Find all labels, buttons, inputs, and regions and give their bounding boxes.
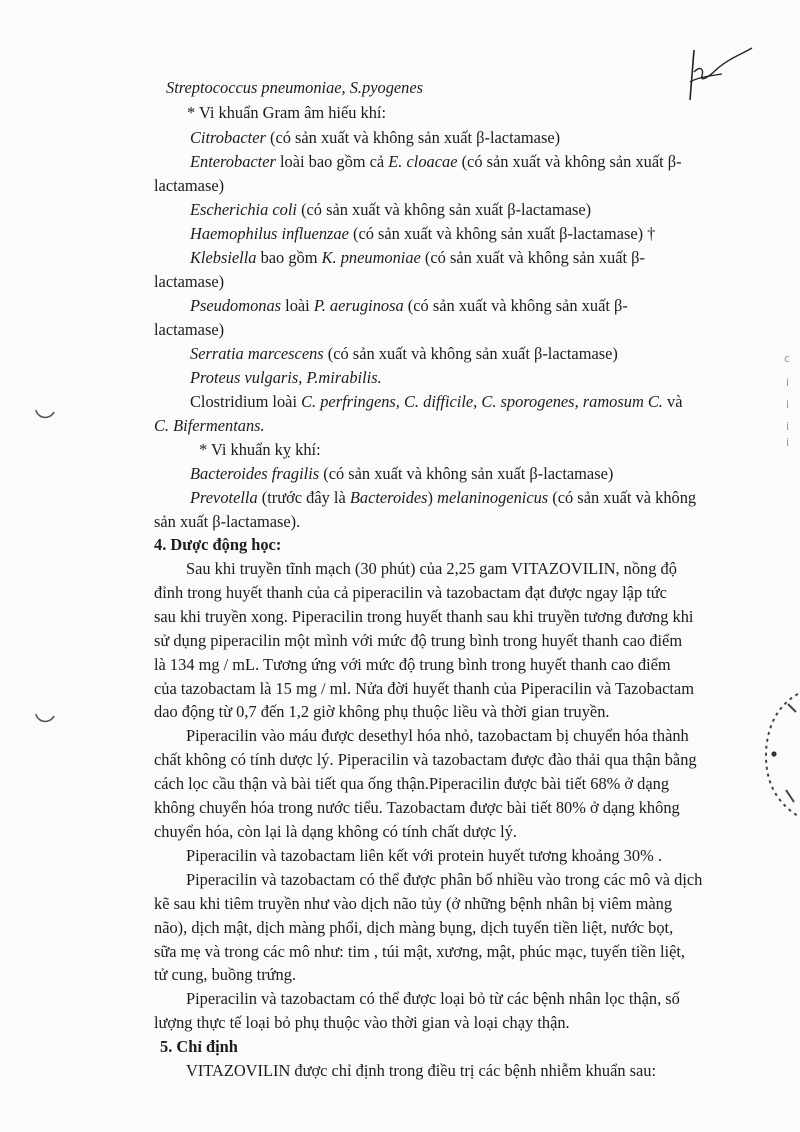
text-run: và: [662, 392, 683, 411]
text-run: sữa mẹ và trong các mô như: tim , túi mật, xương, mật, phúc mạc, tuyến tiền liệt,: [154, 942, 686, 961]
text-line: [190, 248, 645, 268]
text-run: không chuyển hóa trong nước tiểu. Tazobactam được bài tiết 80% ở dạng không: [154, 798, 680, 817]
text-line: [186, 846, 662, 866]
text-run: lactamase): [154, 272, 225, 291]
text-run: (trước đây là: [257, 488, 350, 507]
text-run: Piperacilin và tazobactam có thể được phân bố nhiều vào trong các mô và dịch: [186, 870, 703, 889]
text-run: chất không có tính dược lý. Piperacilin và tazobactam được đào thải qua thận bằng: [154, 750, 697, 769]
text-line: [154, 631, 682, 651]
text-line: [154, 822, 517, 842]
text-line: [154, 655, 671, 675]
italic-text-run: Klebsiella: [190, 248, 257, 267]
text-line: [154, 894, 672, 914]
text-line: [190, 464, 613, 484]
text-line: [154, 320, 224, 340]
text-run: Sau khi truyền tĩnh mạch (30 phút) của 2,25 gam VITAZOVILIN, nồng độ: [186, 559, 677, 578]
text-line: [190, 296, 628, 316]
italic-text-run: Serratia marcescens: [190, 344, 324, 363]
text-line: [186, 989, 680, 1009]
text-line: [154, 774, 669, 794]
italic-text-run: Citrobacter: [190, 128, 266, 147]
text-line: [190, 392, 682, 412]
text-run: kẽ sau khi tiêm truyền như vào dịch não tủy (ở những bệnh nhân bị viêm màng: [154, 894, 673, 913]
italic-text-run: Bacteroides: [349, 488, 428, 507]
margin-fragment: i: [786, 420, 790, 433]
text-run: tử cung, buồng trứng.: [154, 965, 297, 984]
text-line: [154, 750, 697, 770]
text-line: [154, 583, 667, 603]
text-line: [186, 1061, 656, 1081]
text-line: [166, 78, 423, 98]
text-line: [154, 176, 224, 196]
punch-hole-mark: [34, 712, 56, 726]
italic-text-run: C. Bifermentans.: [154, 416, 265, 435]
punch-hole-mark: [34, 408, 56, 422]
margin-fragment: c: [784, 352, 791, 365]
text-line: [187, 103, 386, 123]
text-run: Piperacilin và tazobactam có thể được loại bỏ từ các bệnh nhân lọc thận, số: [186, 989, 680, 1008]
text-line: [154, 918, 673, 938]
text-run: lactamase): [154, 320, 225, 339]
text-run: 5. Chỉ định: [160, 1037, 238, 1056]
margin-fragment: i: [786, 376, 790, 389]
text-run: Piperacilin vào máu được desethyl hóa nhỏ, tazobactam bị chuyển hóa thành: [186, 726, 689, 745]
text-line: [186, 559, 677, 579]
text-run: * Vi khuẩn kỵ khí:: [199, 440, 321, 459]
text-line: [190, 128, 560, 148]
text-line: [154, 942, 685, 962]
text-run: sản xuất β-lactamase).: [154, 512, 301, 531]
italic-text-run: Pseudomonas: [190, 296, 282, 315]
text-run: cách lọc cầu thận và bài tiết qua ống thận.Piperacilin được bài tiết 68% ở dạng: [154, 774, 670, 793]
text-line: [190, 488, 696, 508]
text-run: ): [427, 488, 438, 507]
text-run: VITAZOVILIN được chỉ định trong điều trị các bệnh nhiễm khuẩn sau:: [186, 1061, 657, 1080]
text-line: [190, 224, 655, 244]
text-run: của tazobactam là 15 mg / ml. Nửa đời huyết thanh của Piperacilin và Tazobactam: [154, 679, 694, 698]
text-run: sau khi truyền xong. Piperacilin trong huyết thanh sau khi truyền tương đương khi: [154, 607, 694, 626]
text-run: (có sản xuất và không sản xuất β-: [403, 296, 628, 315]
text-line: [154, 798, 680, 818]
text-line: [154, 607, 694, 627]
margin-fragment: i: [786, 398, 790, 411]
text-line: [154, 965, 296, 985]
text-line: [190, 152, 682, 172]
text-run: (có sản xuất và không sản xuất β-lactamase): [323, 344, 618, 363]
italic-text-run: Prevotella: [190, 488, 258, 507]
italic-text-run: Escherichia coli: [190, 200, 297, 219]
margin-fragment: i: [786, 436, 790, 449]
text-run: loài: [281, 296, 314, 315]
italic-text-run: C. perfringens, C. difficile, C. sporogenes, ramosum C.: [301, 392, 663, 411]
text-run: dao động từ 0,7 đến 1,2 giờ không phụ thuộc liều và thời gian truyền.: [154, 702, 610, 721]
text-run: não), dịch mật, dịch màng phổi, dịch màng bụng, dịch tuyến tiền liệt, nước bọt,: [154, 918, 674, 937]
text-run: lactamase): [154, 176, 225, 195]
text-run: là 134 mg / mL. Tương ứng với mức độ trung bình trong huyết thanh cao điểm: [154, 655, 671, 674]
text-run: sử dụng piperacilin một mình với mức độ trung bình trong huyết thanh cao điểm: [154, 631, 683, 650]
text-line: [186, 870, 702, 890]
text-line: [190, 200, 591, 220]
text-line: [154, 272, 224, 292]
text-run: Piperacilin và tazobactam liên kết với protein huyết tương khoảng 30% .: [186, 846, 662, 865]
text-run: (có sản xuất và không sản xuất β-: [420, 248, 645, 267]
italic-text-run: Bacteroides fragilis: [190, 464, 320, 483]
text-run: bao gồm: [256, 248, 322, 267]
italic-text-run: Streptococcus pneumoniae, S.pyogenes: [166, 78, 424, 97]
text-line: [154, 1013, 570, 1033]
italic-text-run: P. aeruginosa: [313, 296, 404, 315]
text-run: (có sản xuất và không sản xuất β-: [457, 152, 682, 171]
italic-text-run: Enterobacter: [190, 152, 276, 171]
italic-text-run: melaninogenicus: [437, 488, 549, 507]
text-run: đỉnh trong huyết thanh của cả piperacilin và tazobactam đạt được ngay lập tức: [154, 583, 667, 602]
text-run: Clostridium loài: [190, 392, 302, 411]
text-run: * Vi khuẩn Gram âm hiếu khí:: [187, 103, 387, 122]
text-line: [190, 368, 382, 388]
handwritten-signature: [678, 42, 758, 112]
text-run: chuyển hóa, còn lại là dạng không có tính chất dược lý.: [154, 822, 518, 841]
text-run: (có sản xuất và không: [548, 488, 697, 507]
stamp-fragment: [758, 690, 800, 820]
section-heading: [160, 1037, 238, 1057]
text-run: loài bao gồm cả: [275, 152, 389, 171]
text-run: (có sản xuất và không sản xuất β-lactamase): [265, 128, 561, 147]
italic-text-run: Proteus vulgaris, P.mirabilis.: [190, 368, 382, 387]
text-line: [190, 344, 618, 364]
italic-text-run: K. pneumoniae: [321, 248, 421, 267]
text-run: 4. Dược động học:: [154, 535, 282, 554]
italic-text-run: Haemophilus influenzae: [190, 224, 349, 243]
text-run: lượng thực tế loại bỏ phụ thuộc vào thời gian và loại chạy thận.: [154, 1013, 570, 1032]
text-run: (có sản xuất và không sản xuất β-lactamase): [319, 464, 614, 483]
text-line: [154, 679, 694, 699]
text-line: [154, 702, 610, 722]
italic-text-run: E. cloacae: [388, 152, 458, 171]
section-heading: [154, 535, 281, 555]
text-line: [199, 440, 321, 460]
text-run: (có sản xuất và không sản xuất β-lactamase): [296, 200, 592, 219]
text-run: (có sản xuất và không sản xuất β-lactamase) †: [348, 224, 656, 243]
text-line: [154, 512, 300, 532]
text-line: [186, 726, 689, 746]
text-line: [154, 416, 265, 436]
